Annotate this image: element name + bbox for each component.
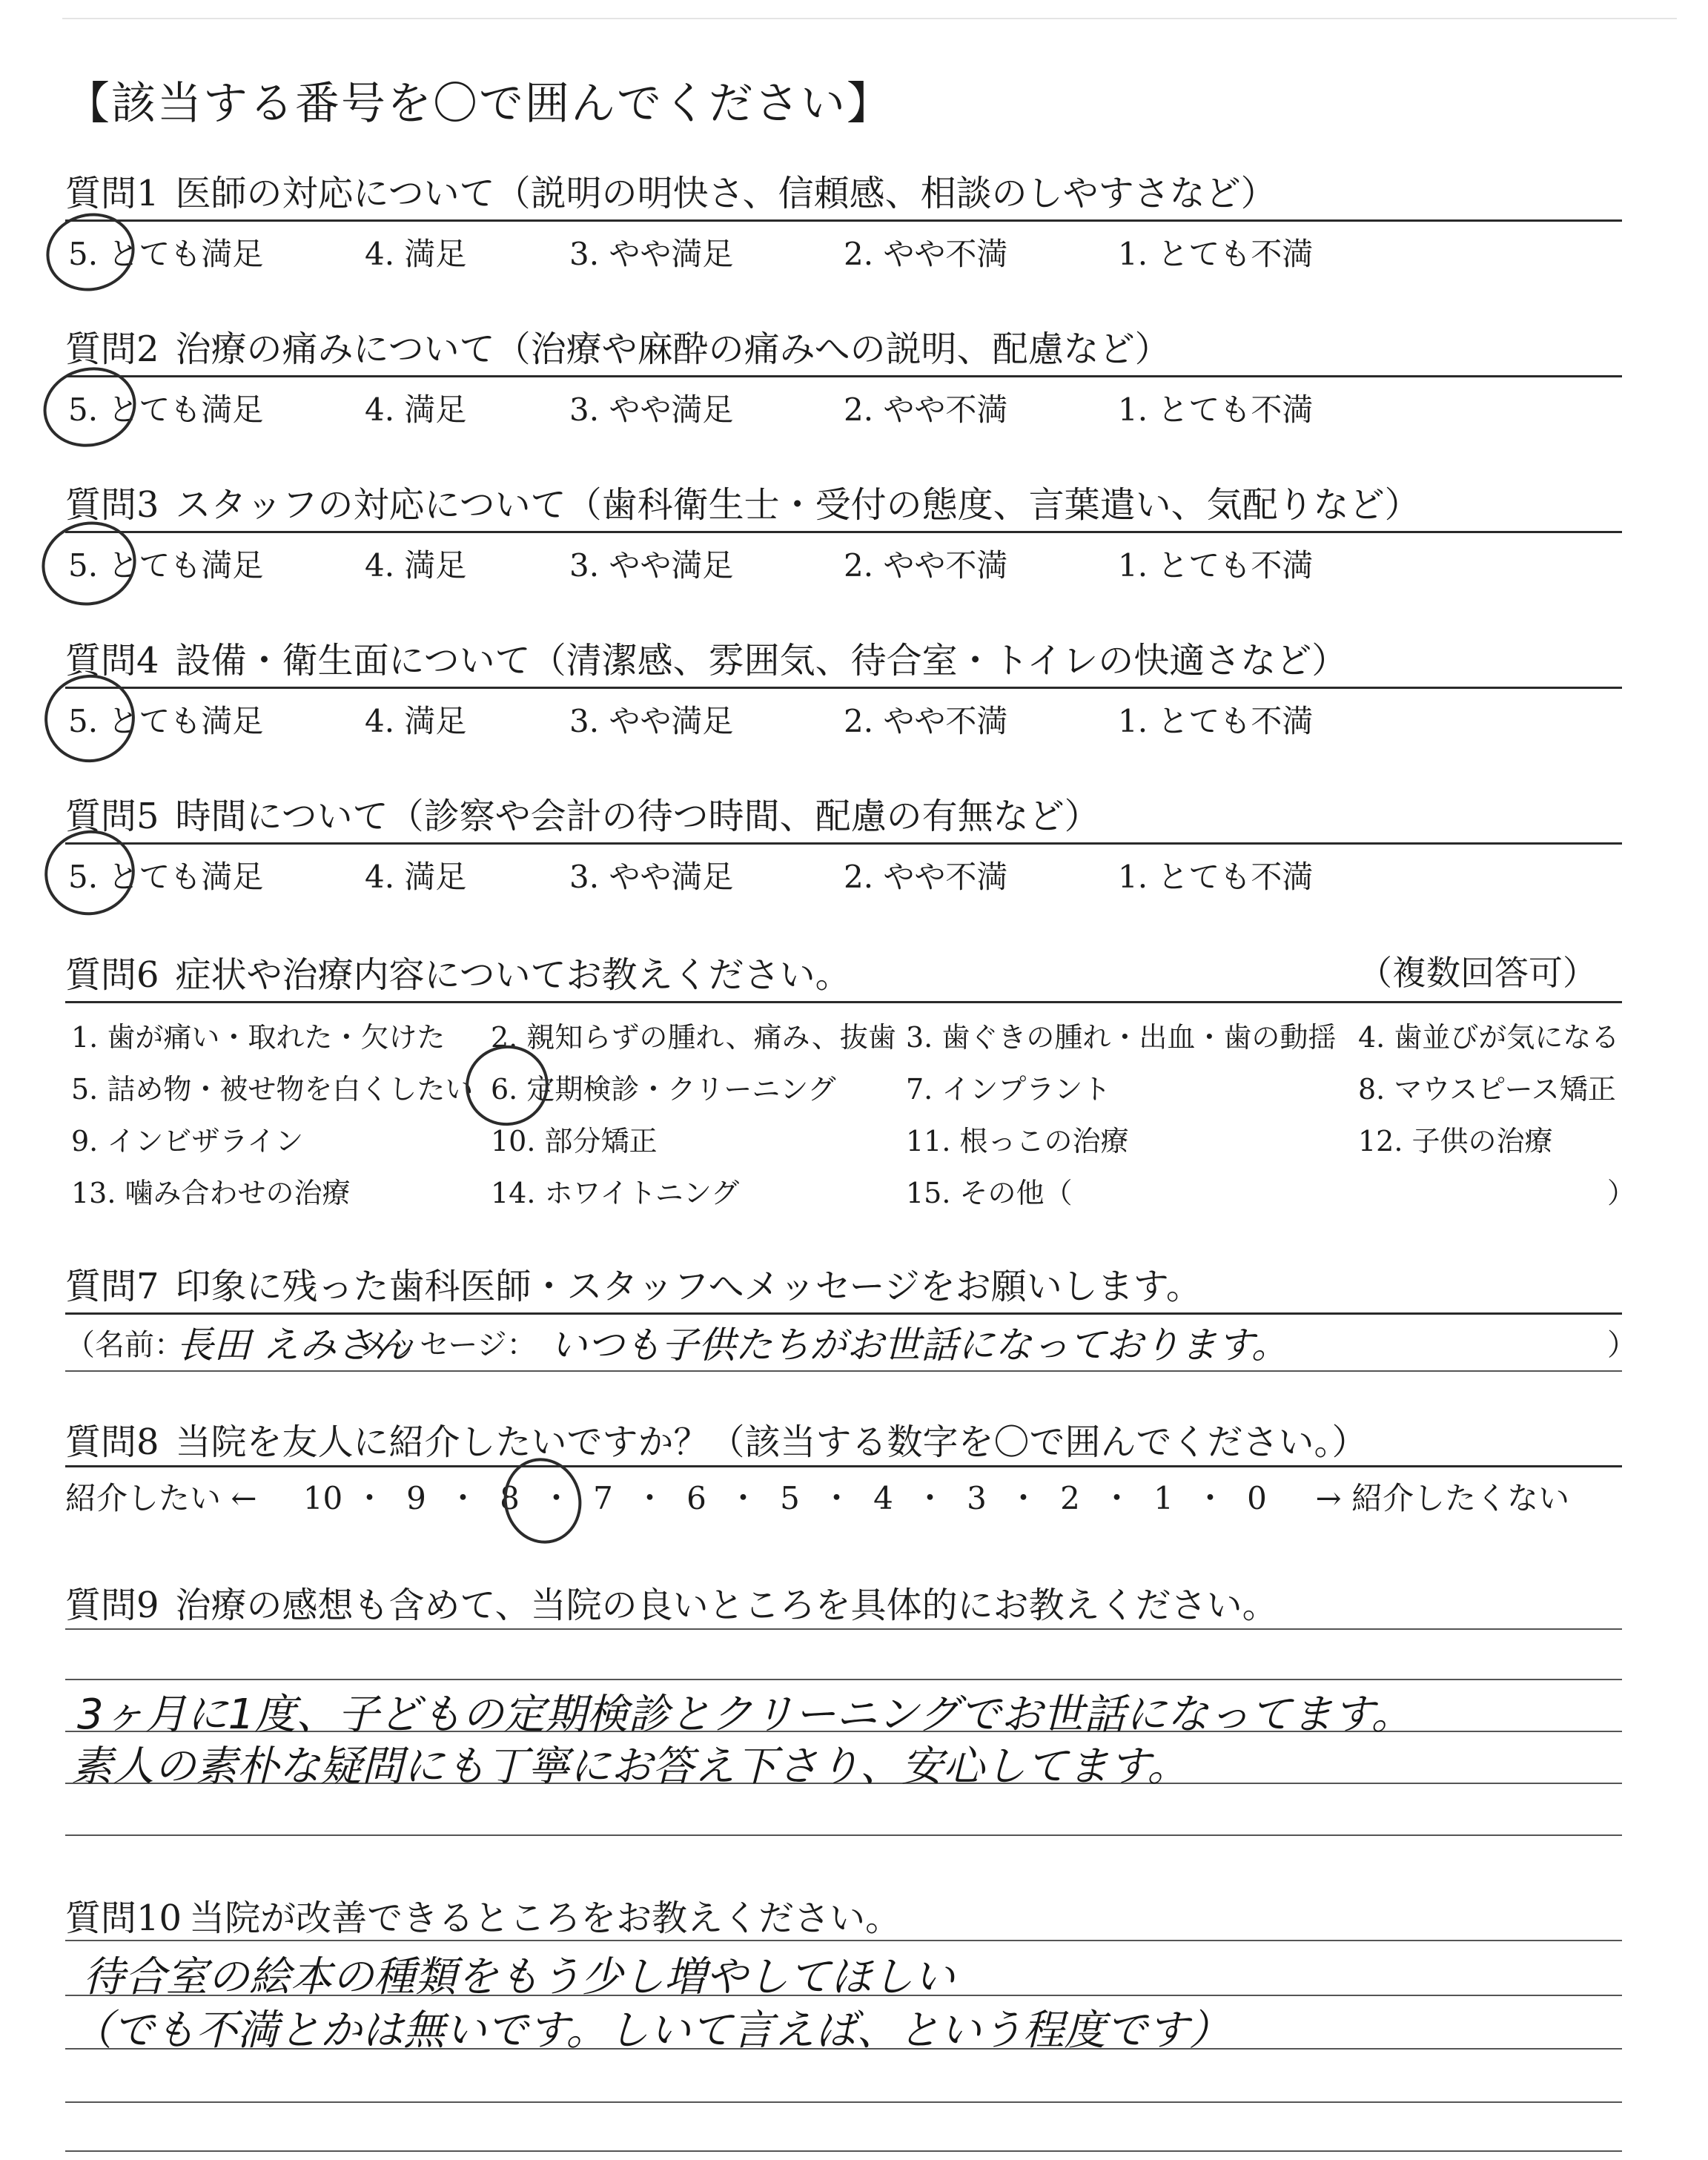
q6-option-10[interactable]: 10. 部分矯正 bbox=[491, 1125, 658, 1157]
scale-2[interactable]: 2 bbox=[1060, 1480, 1080, 1516]
scale-1[interactable]: 1 bbox=[1153, 1480, 1174, 1516]
question-text: 当院を友人に紹介したいですか？（該当する数字を〇で囲んでください。） bbox=[175, 1421, 1368, 1463]
q5-option-3[interactable]: 3. やや満足 bbox=[569, 859, 734, 895]
answer-line bbox=[65, 1679, 1622, 1680]
answer-line bbox=[65, 1834, 1622, 1836]
q6-option-9[interactable]: 9. インビザライン bbox=[71, 1125, 304, 1157]
question-text: 印象に残った歯科医師・スタッフへメッセージをお願いします。 bbox=[175, 1266, 1202, 1307]
q4-option-5[interactable]: 5. とても満足 bbox=[68, 703, 264, 739]
answer-line bbox=[65, 2101, 1622, 2103]
q3-option-2[interactable]: 2. やや不満 bbox=[844, 547, 1008, 584]
question-text: 設備・衛生面について（清潔感、雰囲気、待合室・トイレの快適さなど） bbox=[175, 640, 1348, 681]
q3-option-5[interactable]: 5. とても満足 bbox=[68, 547, 264, 584]
question-number: 質問2 bbox=[65, 328, 159, 370]
question-8 bbox=[65, 1413, 1368, 1464]
question-number: 質問1 bbox=[65, 173, 159, 214]
answer-line bbox=[65, 1940, 1622, 1941]
q1-option-2[interactable]: 2. やや不満 bbox=[844, 236, 1008, 272]
q1-option-4[interactable]: 4. 満足 bbox=[365, 236, 467, 272]
q6-option-7[interactable]: 7. インプラント bbox=[906, 1073, 1111, 1106]
question-number: 質問9 bbox=[65, 1585, 159, 1626]
q6-option-6[interactable]: 6. 定期検診・クリーニング bbox=[491, 1073, 836, 1106]
question-text: 症状や治療内容についてお教えください。 bbox=[175, 954, 851, 996]
question-5 bbox=[65, 787, 1100, 839]
message-close: ） bbox=[1607, 1328, 1637, 1362]
scale-5[interactable]: 5 bbox=[780, 1480, 800, 1516]
q4-option-4[interactable]: 4. 満足 bbox=[365, 703, 467, 739]
q10-answer-line-1[interactable]: 待合室の絵本の種類をもう少し増やしてほしい bbox=[83, 1953, 955, 2001]
scale-separator: ・ bbox=[354, 1480, 385, 1516]
question-number: 質問5 bbox=[65, 796, 159, 837]
q6-option-1[interactable]: 1. 歯が痛い・取れた・欠けた bbox=[71, 1021, 446, 1054]
question-number: 質問8 bbox=[65, 1421, 159, 1463]
q3-option-3[interactable]: 3. やや満足 bbox=[569, 547, 734, 584]
q6-option-3[interactable]: 3. 歯ぐきの腫れ・出血・歯の動揺 bbox=[906, 1021, 1337, 1054]
scale-separator: ・ bbox=[1101, 1480, 1133, 1516]
question-rule bbox=[65, 375, 1622, 377]
question-number: 質問7 bbox=[65, 1266, 159, 1307]
q4-option-1[interactable]: 1. とても不満 bbox=[1118, 703, 1314, 739]
question-text: 当院が改善できるところをお教えください。 bbox=[189, 1898, 901, 1939]
scale-separator: ・ bbox=[447, 1480, 479, 1516]
message-underline bbox=[65, 1370, 1622, 1372]
question-number: 質問4 bbox=[65, 640, 159, 681]
q5-option-1[interactable]: 1. とても不満 bbox=[1118, 859, 1314, 895]
referral-scale bbox=[65, 1474, 1629, 1519]
top-border bbox=[62, 18, 1677, 19]
question-rule bbox=[65, 1312, 1622, 1315]
scale-3[interactable]: 3 bbox=[967, 1480, 987, 1516]
page-heading: 【該当する番号を〇で囲んでください】 bbox=[65, 78, 893, 130]
q6-option-12[interactable]: 12. 子供の治療 bbox=[1358, 1125, 1553, 1157]
question-rule bbox=[65, 842, 1622, 845]
question-text: 治療の感想も含めて、当院の良いところを具体的にお教えください。 bbox=[175, 1585, 1278, 1626]
q5-option-4[interactable]: 4. 満足 bbox=[365, 859, 467, 895]
q2-option-4[interactable]: 4. 満足 bbox=[365, 392, 467, 428]
question-2 bbox=[65, 320, 1171, 371]
scale-separator: ・ bbox=[821, 1480, 853, 1516]
scale-separator: ・ bbox=[914, 1480, 946, 1516]
q6-option-13[interactable]: 13. 噛み合わせの治療 bbox=[71, 1177, 351, 1209]
question-3 bbox=[65, 476, 1420, 527]
scale-separator: ・ bbox=[1194, 1480, 1226, 1516]
scale-4[interactable]: 4 bbox=[873, 1480, 893, 1516]
q4-option-2[interactable]: 2. やや不満 bbox=[844, 703, 1008, 739]
question-rule bbox=[65, 1001, 1622, 1003]
q6-option-15[interactable]: 15. その他（ bbox=[906, 1177, 1073, 1209]
q9-answer-line-2[interactable]: 素人の素朴な疑問にも丁寧にお答え下さり、安心してます。 bbox=[71, 1743, 1189, 1791]
q1-option-5[interactable]: 5. とても満足 bbox=[68, 236, 264, 272]
scale-7[interactable]: 7 bbox=[593, 1480, 613, 1516]
q6-option-11[interactable]: 11. 根っこの治療 bbox=[906, 1125, 1129, 1157]
q6-option-5[interactable]: 5. 詰め物・被せ物を白くしたい bbox=[71, 1073, 474, 1106]
question-text: 医師の対応について（説明の明快さ、信頼感、相談のしやすさなど） bbox=[175, 173, 1277, 214]
scale-0[interactable]: 0 bbox=[1247, 1480, 1267, 1516]
scale-separator: ・ bbox=[634, 1480, 666, 1516]
q10-answer-line-2[interactable]: （でも不満とかは無いです。しいて言えば、という程度です） bbox=[71, 2007, 1231, 2055]
q2-option-3[interactable]: 3. やや満足 bbox=[569, 392, 734, 428]
scale-left-label: 紹介したい ← bbox=[65, 1480, 257, 1516]
question-4 bbox=[65, 632, 1347, 683]
q2-option-1[interactable]: 1. とても不満 bbox=[1118, 392, 1314, 428]
scale-6[interactable]: 6 bbox=[686, 1480, 706, 1516]
q6-option-2[interactable]: 2. 親知らずの腫れ、痛み、抜歯 bbox=[491, 1021, 896, 1054]
q3-option-4[interactable]: 4. 満足 bbox=[365, 547, 467, 584]
scale-10[interactable]: 10 bbox=[302, 1480, 343, 1516]
question-rule bbox=[65, 219, 1622, 222]
question-rule bbox=[65, 687, 1622, 689]
question-number: 質問3 bbox=[65, 484, 159, 526]
q1-option-3[interactable]: 3. やや満足 bbox=[569, 236, 734, 272]
question-rule bbox=[65, 531, 1622, 533]
scale-separator: ・ bbox=[1007, 1480, 1039, 1516]
q6-option-8[interactable]: 8. マウスピース矯正 bbox=[1358, 1073, 1616, 1106]
question-10 bbox=[65, 1889, 901, 1941]
answer-line bbox=[65, 2150, 1622, 2152]
q2-option-2[interactable]: 2. やや不満 bbox=[844, 392, 1008, 428]
scale-separator: ・ bbox=[540, 1480, 572, 1516]
q4-option-3[interactable]: 3. やや満足 bbox=[569, 703, 734, 739]
q6-other-close: ） bbox=[1607, 1177, 1636, 1209]
q5-option-5[interactable]: 5. とても満足 bbox=[68, 859, 264, 895]
question-6 bbox=[65, 946, 851, 997]
question-7 bbox=[65, 1258, 1202, 1309]
q6-option-4[interactable]: 4. 歯並びが気になる bbox=[1358, 1021, 1620, 1054]
question-text: 治療の痛みについて（治療や麻酔の痛みへの説明、配慮など） bbox=[175, 328, 1171, 370]
name-value[interactable]: 長田 えみさん bbox=[176, 1324, 411, 1367]
scale-separator: ・ bbox=[727, 1480, 759, 1516]
question-text: 時間について（診察や会計の待つ時間、配慮の有無など） bbox=[175, 796, 1100, 837]
q6-option-14[interactable]: 14. ホワイトニング bbox=[491, 1177, 740, 1209]
scale-right-label: → 紹介したくない bbox=[1315, 1480, 1570, 1516]
scale-8[interactable]: 8 bbox=[500, 1480, 520, 1516]
q3-option-1[interactable]: 1. とても不満 bbox=[1118, 547, 1314, 584]
message-label: メッセージ： bbox=[360, 1328, 537, 1362]
question-text: スタッフの対応について（歯科衛生士・受付の態度、言葉遣い、気配りなど） bbox=[175, 484, 1420, 526]
name-label: （名前： bbox=[65, 1328, 184, 1362]
question-rule bbox=[65, 1465, 1622, 1467]
q5-option-2[interactable]: 2. やや不満 bbox=[844, 859, 1008, 895]
q2-option-5[interactable]: 5. とても満足 bbox=[68, 392, 264, 428]
scale-9[interactable]: 9 bbox=[406, 1480, 426, 1516]
question-number: 質問6 bbox=[65, 954, 159, 996]
message-value[interactable]: いつも子供たちがお世話になっております。 bbox=[550, 1324, 1288, 1367]
q1-option-1[interactable]: 1. とても不満 bbox=[1118, 236, 1314, 272]
question-number: 質問10 bbox=[65, 1898, 182, 1939]
q9-answer-line-1[interactable]: 3ヶ月に1度、子どもの定期検診とクリーニングでお世話になってます。 bbox=[77, 1691, 1413, 1739]
multiple-answers-note: （複数回答可） bbox=[1358, 953, 1597, 993]
answer-line bbox=[65, 1628, 1622, 1630]
question-1 bbox=[65, 165, 1277, 216]
question-9 bbox=[65, 1576, 1278, 1628]
